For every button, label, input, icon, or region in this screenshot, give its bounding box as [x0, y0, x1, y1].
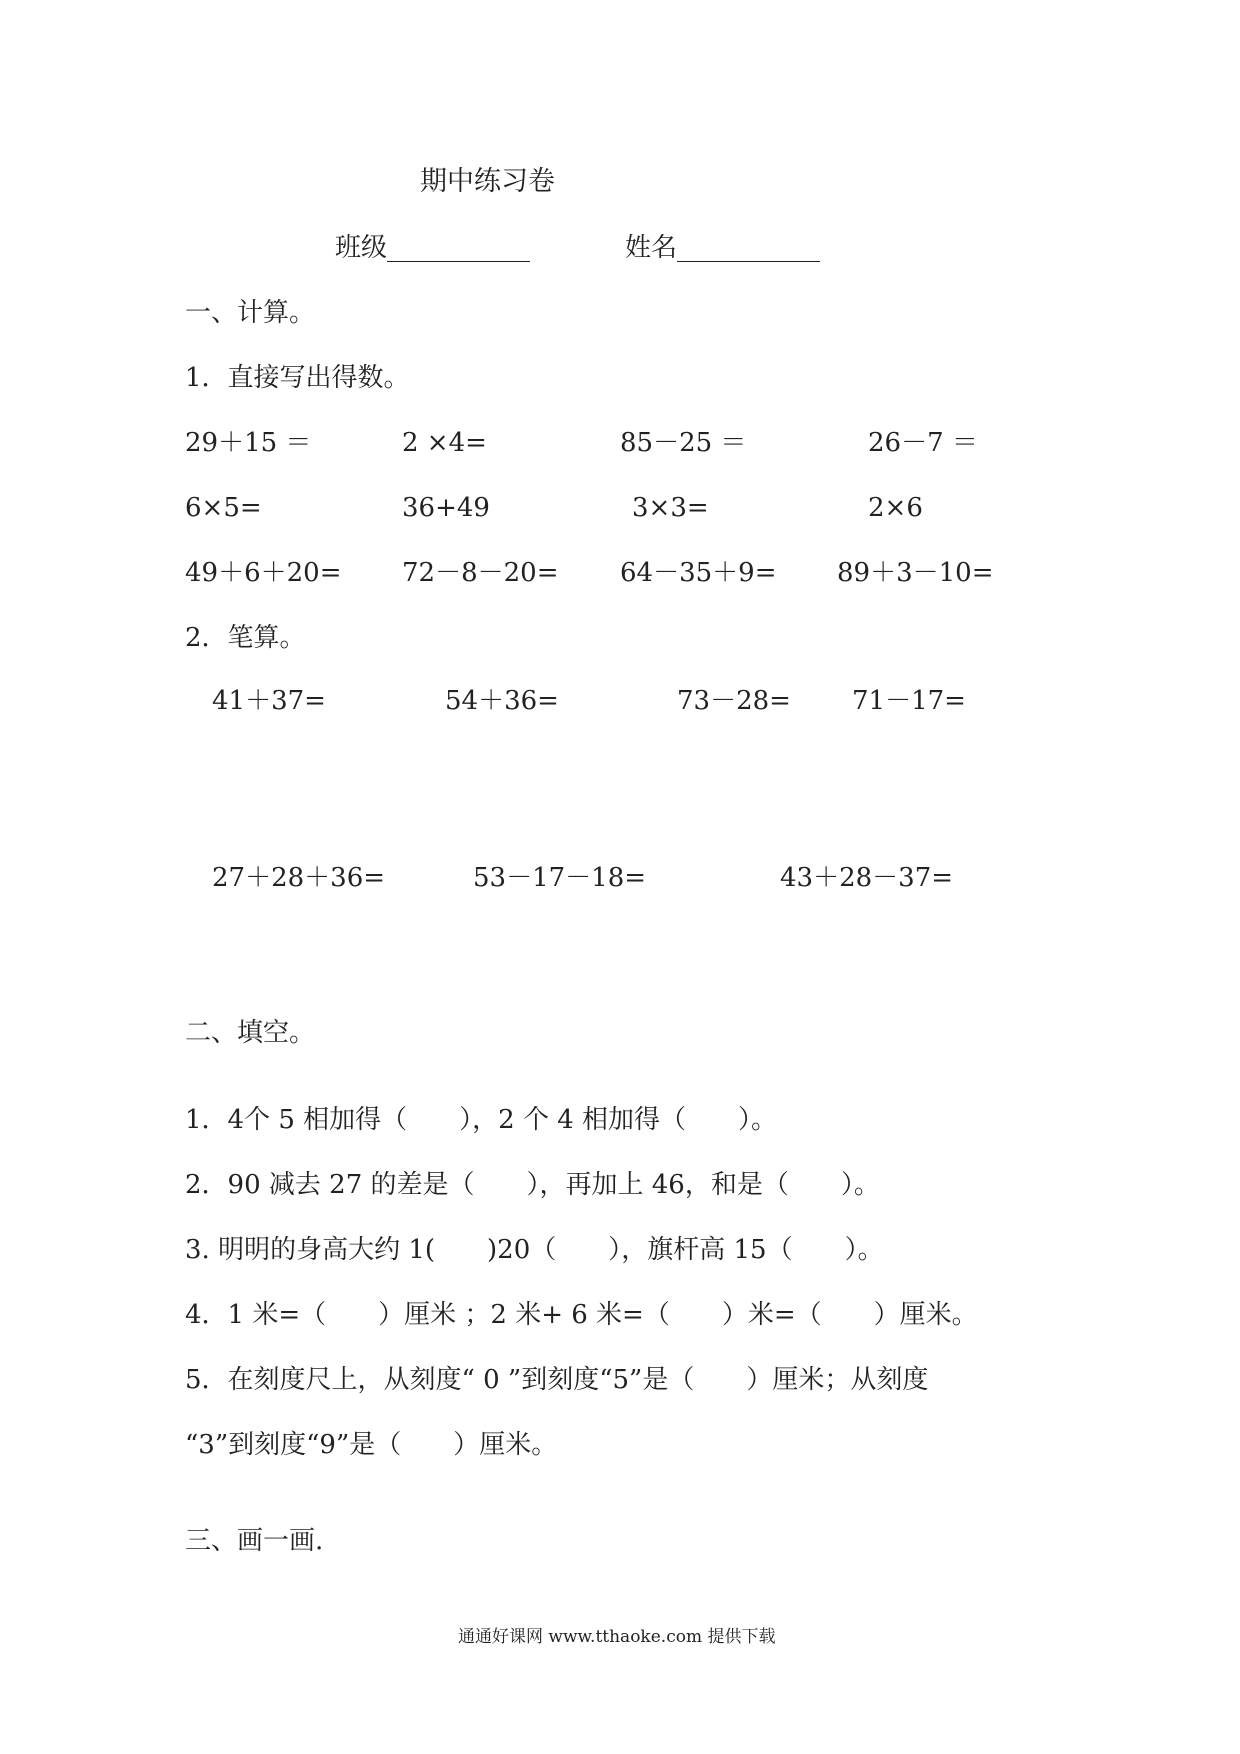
written-problem: 53－17－18= — [473, 863, 647, 893]
math-problem: 64－35＋9= — [620, 558, 777, 588]
math-problem: 36+49 — [402, 493, 490, 523]
fill-blank-item: 4．1 米=（ ）厘米 ；2 米+ 6 米=（ ）米=（ ）厘米。 — [185, 1300, 978, 1330]
fill-blank-item-continued: “3”到刻度“9”是（ ）厘米。 — [185, 1430, 558, 1460]
written-problem: 27＋28＋36= — [212, 863, 386, 893]
fill-blank-item: 5．在刻度尺上，从刻度“ 0 ”到刻度“5”是（ ）厘米；从刻度 — [185, 1365, 929, 1395]
math-problem: 72－8－20= — [402, 558, 559, 588]
footer-credit: 通通好课网 www.tthaoke.com 提供下载 — [458, 1627, 776, 1647]
math-problem: 89＋3－10= — [837, 558, 994, 588]
math-problem: 85－25 ＝ — [620, 428, 747, 458]
fill-blank-item: 3. 明明的身高大约 1( )20（ ），旗杆高 15（ ）。 — [185, 1235, 884, 1265]
written-problem: 41＋37= — [212, 686, 326, 716]
written-problem: 73－28= — [677, 686, 791, 716]
math-problem: 26－7 ＝ — [868, 428, 978, 458]
math-problem: 49＋6＋20= — [185, 558, 342, 588]
math-problem: 29＋15 ＝ — [185, 428, 312, 458]
written-problem: 43＋28－37= — [780, 863, 954, 893]
math-problem: 6×5= — [185, 493, 262, 523]
written-problem: 54＋36= — [445, 686, 559, 716]
subsection-heading-written-calc: 2．笔算。 — [185, 623, 306, 653]
math-problem: 3×3= — [632, 493, 709, 523]
class-field-label: 班级___________ — [335, 233, 531, 263]
name-field-label: 姓名___________ — [625, 233, 821, 263]
fill-blank-item: 1．4个 5 相加得（ ），2 个 4 相加得（ ）。 — [185, 1105, 778, 1135]
section-heading-calculation: 一、计算。 — [185, 298, 316, 328]
fill-blank-item: 2．90 减去 27 的差是（ ），再加上 46，和是（ ）。 — [185, 1170, 880, 1200]
subsection-heading-mental-math: 1．直接写出得数。 — [185, 363, 410, 393]
written-problem: 71－17= — [852, 686, 966, 716]
math-problem: 2 ×4= — [402, 428, 487, 458]
page-title: 期中练习卷 — [420, 166, 555, 197]
math-problem: 2×6 — [868, 493, 923, 523]
section-heading-drawing: 三、画一画. — [185, 1526, 324, 1556]
section-heading-fill-blank: 二、填空。 — [185, 1018, 316, 1048]
